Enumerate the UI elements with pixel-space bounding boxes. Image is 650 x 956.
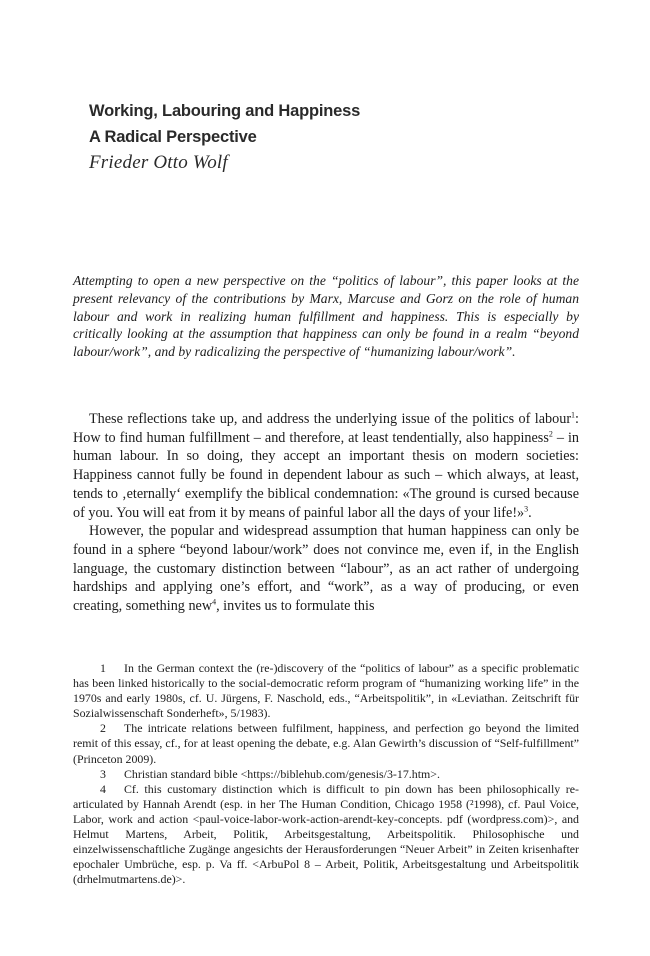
footnotes [73, 661, 579, 887]
footnote-ref: 3 [524, 503, 529, 513]
article-subtitle: A Radical Perspective [89, 128, 257, 146]
text-run: , invites us to formulate this [216, 598, 375, 615]
footnote [73, 767, 579, 782]
text-run: : How to find human fulfillment – and therefore, at least tendentially, also happiness [73, 411, 579, 446]
text-run: However, the popular and widespread assumption that human happiness can only be found in a sphere “beyond labour/work” does not convince me, even if, in the English language, the customary distinction between “labour”, as an act rather of undergoing hardships and applying one’s effort, and “work”, as a way of producing, or even creating, something new [73, 523, 579, 615]
text-run: – in human labour. In so doing, they accept an important thesis on modern societies: Happiness cannot fully be found in dependent labour as such – which always, at least, tends to ‚eternally‘ exemplify the biblical condemnation: «The ground is cursed because of you. You will eat from it by means of painful labor all the days of your life!» [73, 429, 579, 521]
text-run: These reflections take up, and address the underlying issue of the politics of labour [89, 411, 572, 427]
footnote [73, 721, 579, 766]
article-header [89, 98, 360, 176]
text-run: . [528, 504, 532, 521]
footnote [73, 782, 579, 888]
paragraph [73, 410, 579, 522]
footnote-text: Christian standard bible <https://biblehub.com/genesis/3-17.htm>. [124, 766, 440, 781]
footnote-number: 1 [100, 661, 106, 675]
footnote-number: 4 [100, 781, 106, 796]
main-text [73, 410, 579, 616]
footnote-ref: 4 [212, 597, 217, 607]
footnote-number: 3 [100, 766, 106, 781]
abstract: Attempting to open a new perspective on the “politics of labour”, this paper looks at the present relevancy of the contributions by Marx, Marcuse and Gorz on the role of human labour and work in realizing human fulfillment and happiness. This is especially by critically looking at the assumption that happiness can only be found in a realm “beyond labour/work”, and by radicalizing the perspective of “humanizing labour/work”. [73, 273, 579, 360]
footnote-ref: 2 [548, 428, 553, 438]
author-name: Frieder Otto Wolf [89, 152, 228, 173]
footnote-number: 2 [100, 721, 106, 736]
footnote-text: The intricate relations between fulfilment, happiness, and perfection go beyond the limited remit of this essay, cf., for at least opening the debate, e.g. Alan Gewirth’s discussion of “Self-fulfillment” (Princeton 2009). [73, 721, 579, 766]
footnote-text: Cf. this customary distinction which is difficult to pin down has been philosophically re-articulated by Hannah Arendt (esp. in her The Human Condition, Chicago 1958 (²1998), cf. Paul Voice, Labor, work and action <paul-voice-labor-work-action-arendt-key-concepts. pdf (wordpress.com)>, and Helmut Martens, Arbeit, Politik, Arbeitsgestaltung, Arbeitspolitik. Philosophische und einzelwissenschaftliche Zugänge angesichts der Herausforderungen “Neuer Arbeit” in Zeiten krisenhafter epochaler Umbrüche, esp. p. Va ff. <ArbuPol 8 – Arbeit, Politik, Arbeitsgestaltung und Arbeitspolitik (drhelmutmartens.de)>. [73, 781, 579, 887]
footnote [73, 661, 579, 721]
article-title: Working, Labouring and Happiness [89, 102, 361, 120]
footnote-ref: 1 [571, 410, 576, 420]
footnote-text: In the German context the (re-)discovery of the “politics of labour” as a specific problematic has been linked historically to the social-democratic reform program of “humanizing working life” in the 1970s and early 1980s, cf. U. Jürgens, F. Naschold, eds., “Arbeitspolitik”, in «Leviathan. Zeitschrift für Sozialwissenschaft Sonderheft», 5/1983). [73, 661, 579, 721]
paragraph [73, 522, 579, 616]
